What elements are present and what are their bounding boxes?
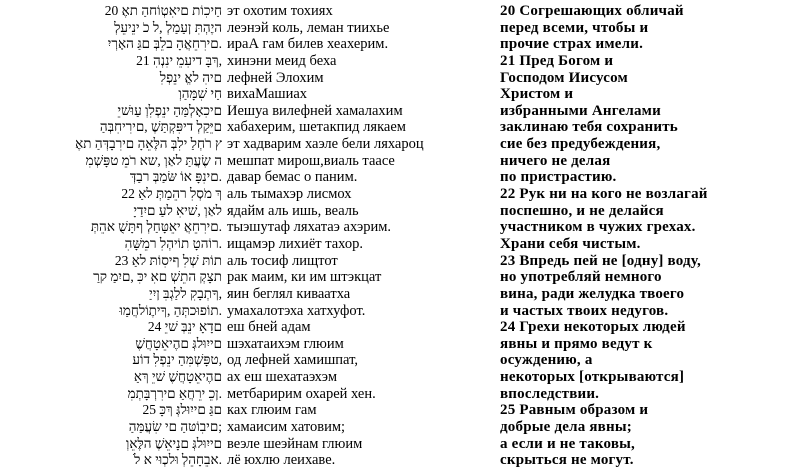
hebrew-line: תְּהֵא שֻׁתָּף לְחַטָּאֵי אֲחֵרִים. — [90, 219, 222, 235]
transliteration-line: метбаририм охарей хен. — [227, 385, 376, 402]
translation-line: 25 Равным образом и — [500, 402, 649, 419]
translation-line: 20 Согрешающих обличай — [500, 3, 684, 19]
transliteration-line: од лефней хамишпат, — [227, 352, 358, 369]
hebrew-line: דְּבַר בְּמַשּׂ וֹא פָּנִים. — [129, 169, 222, 185]
transliteration-line: ищамэр лихиёт тахор. — [227, 235, 363, 252]
transliteration-line: эт хадварим хаэле бели ляхароц — [227, 136, 424, 153]
translation-line: некоторых [открываются] — [500, 369, 685, 386]
translation-line: участником в чужих грехах. — [500, 219, 696, 236]
hebrew-line: יֵשׁוּעַ וְלִפְנֵי הַמַּלְאָכִים — [117, 102, 222, 118]
hebrew-line: 22 אַל תְּמַהֵר לִסְמֹ ךְ — [121, 186, 222, 202]
translation-line: впоследствии. — [500, 385, 600, 402]
hebrew-line: לֹ א יוּכְלוּ לְהֵחָבֵא. — [134, 452, 222, 468]
translation-line: прочие страх имели. — [500, 36, 644, 53]
transliteration-column — [227, 3, 499, 469]
translation-line: избранными Ангелами — [500, 102, 661, 119]
hebrew-line: 21 הִנְנִי מֵעִיד בָּךְ, — [136, 52, 222, 68]
hebrew-line: 23 אַל תּוֹסִיף לִשְׁ תּוֹת — [114, 252, 222, 268]
translation-line: Господом Иисусом — [500, 69, 628, 86]
transliteration-line: ираА гам билев хеахерим. — [227, 36, 389, 53]
hebrew-line: יִרְאָה גַּם בְּלֵב הָאֲחֵרִים. — [107, 36, 222, 52]
transliteration-line: Иешуа вилефней хамалахим — [227, 102, 403, 119]
translation-line: осуждению, а — [500, 352, 593, 369]
transliteration-line: яин беглял киваатха — [227, 285, 351, 302]
hebrew-line: יַיִן בִּגְלַל קִבָתְךָ, — [149, 285, 222, 301]
transliteration-line: леэнэй коль, леман тиихье — [227, 19, 390, 36]
translation-line: но употребляй немного — [500, 269, 662, 286]
hebrew-line: אֶת הַדְּבָרִים הָאֵלֶּה בְּלִי לַחְרֹ ץ — [75, 136, 222, 152]
transliteration-line: мешпат мирош,виаль таасе — [227, 152, 395, 169]
transliteration-line: аль тосиф лищтот — [227, 252, 338, 269]
translation-line: поспешно, и не делайся — [500, 202, 664, 219]
transliteration-line: рак маим, ки им штэкцат — [227, 269, 382, 286]
transliteration-line: давар бемас о паним. — [227, 169, 358, 186]
hebrew-line: מִשְׁפָּט מֵרֹ אש, וְאַל תַּעֲשֶׂ ה — [85, 152, 222, 168]
translation-line: перед всеми, чтобы и — [500, 19, 649, 36]
translation-line: и частых твоих недугов. — [500, 302, 669, 319]
hebrew-line: וּמַחֲלוֹתֶיךָ, הַתְּכוּפוֹת. — [119, 302, 222, 318]
transliteration-line: ках глюим гам — [227, 402, 317, 419]
translation-line: по пристрастию. — [500, 169, 617, 186]
hebrew-line: 25 כָּךְ גְּלוּיִים גַּם — [142, 402, 222, 418]
hebrew-line: עוֹד לִפְנֵי הַמִּשְׁפָּט, — [132, 352, 222, 368]
translation-line: добрые дела явны; — [500, 419, 632, 436]
russian-translation-column — [500, 3, 798, 469]
transliteration-line: хамаисим хатовим; — [227, 419, 346, 436]
translation-line: 24 Грехи некоторых людей — [500, 319, 686, 336]
hebrew-line: אַךְ יֵשׁ שֶׁחֲטָאֵיהֶם — [133, 369, 222, 385]
transliteration-line: шэхатаихэм глюим — [227, 335, 344, 352]
hebrew-line: 24 יֵשׁ בְּנֵי אָדָם — [147, 319, 222, 335]
transliteration-line: аль тымахэр лисмох — [227, 186, 352, 203]
hebrew-line: רַק מַיִם, כִּי אִם שְׁתֵה קְצָת — [93, 269, 222, 285]
translation-line: Христом и — [500, 86, 574, 103]
hebrew-line: הַבְּחִירִים, שֶׁתַּקְפִּיד לְקַיֵּם — [99, 119, 222, 135]
hebrew-line: 20 אֶת הַחוֹטְאִים תוֹכִיחַ — [104, 3, 222, 18]
hebrew-line: מִתְבָּרְרִים אַחֲרֵי כֵן. — [127, 385, 222, 401]
transliteration-line: еш бней адам — [227, 319, 311, 336]
transliteration-line: умахалотэха хатхуфот. — [227, 302, 366, 319]
transliteration-line: хинэни меид беха — [227, 52, 337, 69]
translation-line: 21 Пред Богом и — [500, 52, 614, 69]
transliteration-line: хабахерим, шетакпид лякаем — [227, 119, 406, 136]
hebrew-line: יָדַיִם עַל אִישׁ, וְאַל — [133, 202, 222, 218]
translation-line: ничего не делая — [500, 152, 611, 169]
transliteration-line: веэле шеэйнам глюим — [227, 435, 363, 452]
translation-line: 22 Рук ни на кого не возлагай — [500, 186, 708, 203]
hebrew-line: שֶׁחֲטָאֵיהֶם גְּלוּיִים — [135, 335, 222, 351]
hebrew-line: הַמַּעֲשִׂ ים הַטּוֹבִים; — [128, 419, 222, 435]
hebrew-line: לְעֵינֵי כֹ ל, לְמַעַן תִּהְיֶה — [114, 19, 222, 35]
hebrew-line: וְאֵלֶּה שֶׁאֵינָם גְּלוּיִים — [125, 435, 222, 451]
transliteration-line: лефней Элохим — [227, 69, 324, 86]
translation-line: заклинаю тебя сохранить — [500, 119, 678, 136]
hebrew-column — [0, 3, 222, 469]
translation-line: сие без предубеждения, — [500, 136, 661, 153]
hebrew-line: וְהַמָּשִׁ יחַ — [178, 86, 222, 102]
transliteration-line: лё юхлю леихаве. — [227, 452, 336, 469]
translation-line: 23 Впредь пей не [одну] воду, — [500, 252, 701, 269]
translation-line: а если и не таковы, — [500, 435, 635, 452]
translation-line: явны и прямо ведут к — [500, 335, 653, 352]
translation-line: Храни себя чистым. — [500, 235, 641, 252]
translation-line: вина, ради желудка твоего — [500, 285, 685, 302]
transliteration-line: вихаМашиах — [227, 86, 308, 103]
translation-line: скрыться не могут. — [500, 452, 634, 469]
transliteration-line: эт охотим тохиях — [227, 3, 333, 19]
transliteration-line: ядайм аль ишь, веаль — [227, 202, 359, 219]
hebrew-line: לִפְנֵי אֱל הִים — [159, 69, 222, 85]
transliteration-line: тыэшутаф ляхатаэ ахэрим. — [227, 219, 392, 236]
transliteration-line: ах еш шехатаэхэм — [227, 369, 338, 386]
hebrew-line: הִשָּׁמֵר לִהְיוֹת טָהוֹר. — [124, 235, 222, 251]
